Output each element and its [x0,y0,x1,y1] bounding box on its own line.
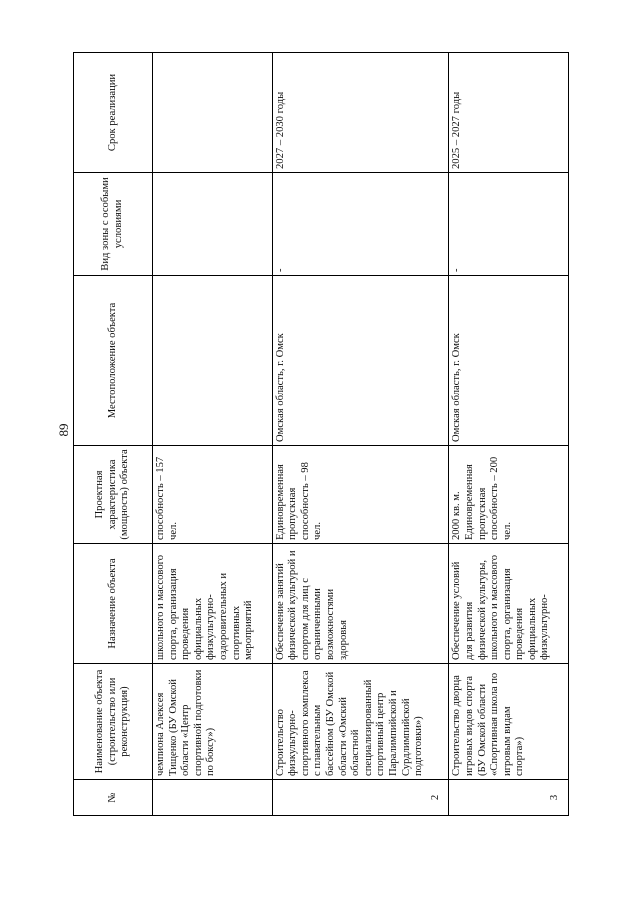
row-term: 2025 – 2027 годы [449,53,569,173]
row-num: 2 [272,780,449,816]
row-term [153,53,273,173]
row-capacity: 2000 кв. м. Единовременная пропускная способность – 200 чел. [449,446,569,544]
page-number: 89 [56,423,71,437]
row-location: Омская область, г. Омск [449,276,569,446]
rotated-table-wrapper [73,53,569,816]
row-location [153,276,273,446]
header-cell-capacity: Проектная характеристика (мощность) объекта [74,446,153,544]
row-capacity: способность – 157 чел. [153,446,273,544]
header-cell-num: № [74,780,153,816]
row-purpose: Обеспечение занятий физической культурой и спортом для лиц с ограниченными возможностями здоровья [272,544,449,664]
table-row [153,53,273,816]
objects-table [73,52,569,816]
header-cell-purpose: Назначение объекта [74,544,153,664]
table-row [449,53,569,816]
row-num [153,780,273,816]
row-name: Строительство физкультурно-спортивного комплекса с плавательным бассейном (БУ Омской области «Омский областной специализированный спортивный центр Паралимпийской и Сурдлимпийской подготовки») [272,664,449,780]
header-cell-term: Срок реализации [74,53,153,173]
row-purpose: школьного и массового спорта, организация проведения официальных физкультурно-оздоровительных и спортивных мероприятий [153,544,273,664]
header-cell-zone: Вид зоны с особыми условиями [74,173,153,276]
row-name: Строительство дворца игровых видов спорта (БУ Омской области «Спортивная школа по игровым видам спорта») [449,664,569,780]
row-location: Омская область, г. Омск [272,276,449,446]
row-num: 3 [449,780,569,816]
row-zone [153,173,273,276]
table-header-row [74,53,153,816]
row-zone: - [449,173,569,276]
header-cell-location: Местоположение объекта [74,276,153,446]
header-cell-name: Наименование объекта (строительство или реконструкция) [74,664,153,780]
row-capacity: Единовременная пропускная способность – 98 чел. [272,446,449,544]
row-name: чемпиона Алексея Тищенко (БУ Омской области «Центр спортивной подготовки по боксу») [153,664,273,780]
row-term: 2027 – 2030 годы [272,53,449,173]
table-row [272,53,449,816]
row-purpose: Обеспечение условий для развития физической культуры, школьного и массового спорта, организация проведения официальных физкультурно- [449,544,569,664]
row-zone: - [272,173,449,276]
